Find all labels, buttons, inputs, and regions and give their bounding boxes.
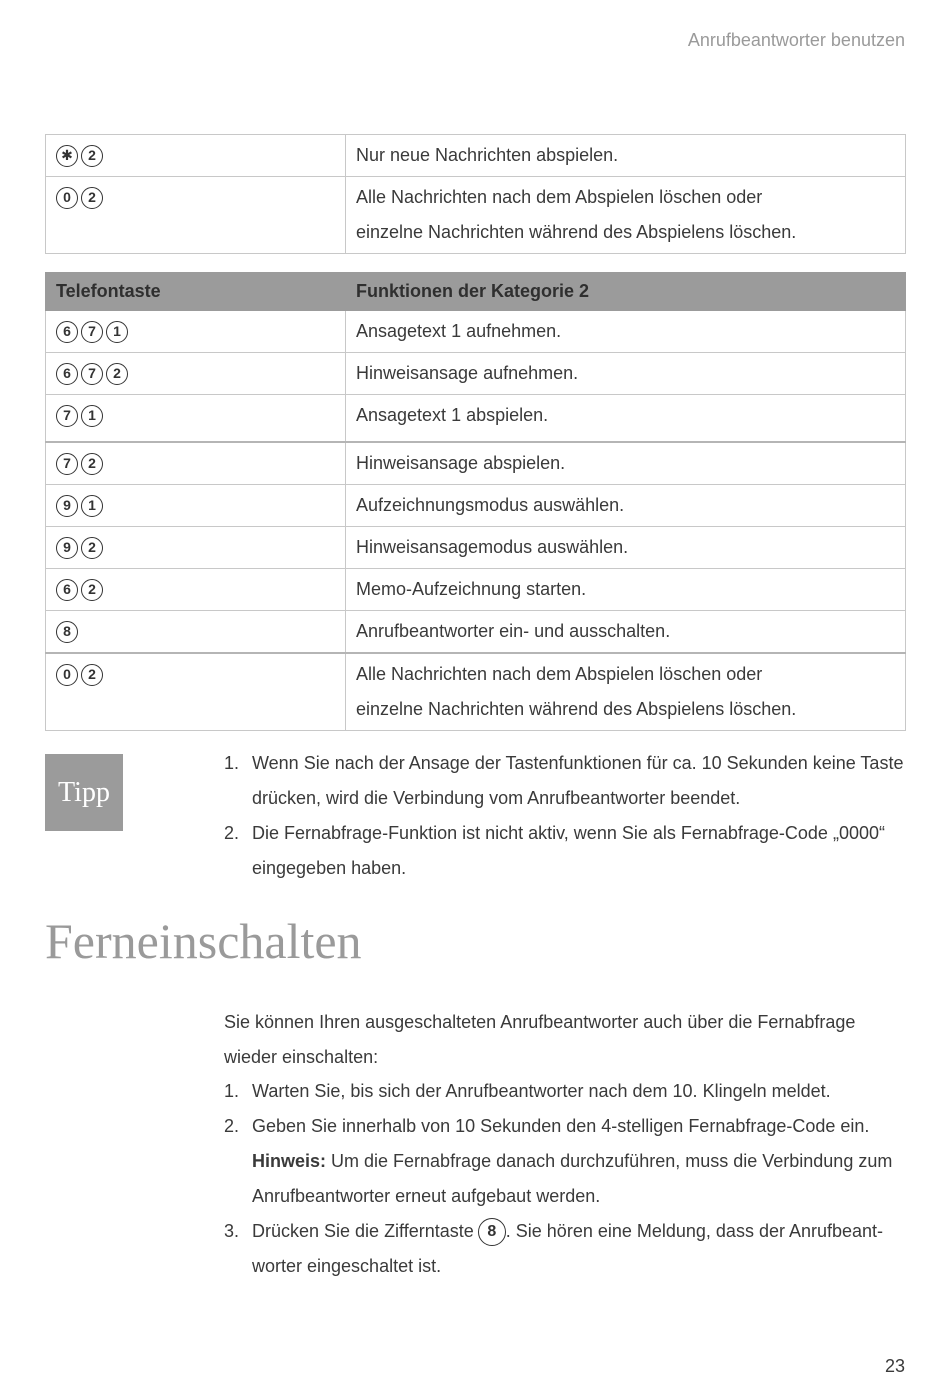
column-header-phone-key: Telefontaste [46, 273, 346, 311]
digit-key-icon: 6 [56, 579, 78, 601]
function-description: Hinweisansage aufnehmen. [346, 353, 906, 395]
list-item [224, 1214, 910, 1284]
list-item [224, 746, 910, 816]
digit-key-icon: 8 [478, 1218, 506, 1246]
function-description: Nur neue Nachrichten abspielen. [346, 135, 906, 177]
digit-key-icon: 2 [81, 664, 103, 686]
function-description: Hinweisansagemodus auswählen. [346, 527, 906, 569]
star-key-icon: ✱ [56, 145, 78, 167]
list-number: 1. [224, 1081, 240, 1101]
table-row [46, 442, 906, 485]
list-number: 2. [224, 1116, 240, 1136]
function-description [346, 177, 906, 254]
page-number: 23 [884, 1356, 905, 1376]
digit-key-icon: 1 [106, 321, 128, 343]
table-header-row [46, 273, 906, 311]
digit-key-icon: 2 [81, 187, 103, 209]
function-description: Ansagetext 1 abspielen. [346, 395, 906, 443]
table-row [46, 485, 906, 527]
digit-key-icon: 0 [56, 187, 78, 209]
digit-key-icon: 2 [81, 453, 103, 475]
intro-line: Sie können Ihren ausgeschalteten Anrufbeantworter auch über die Fernabfrage [224, 1012, 856, 1032]
list-item [224, 816, 910, 886]
table-row [46, 353, 906, 395]
digit-key-icon: 8 [56, 621, 78, 643]
description-line: Alle Nachrichten nach dem Abspielen löschen oder [356, 187, 763, 207]
list-text-line: Geben Sie innerhalb von 10 Sekunden den 4-stelligen Fernabfrage-Code ein. [252, 1116, 870, 1136]
digit-key-icon: 9 [56, 537, 78, 559]
key-combination [46, 569, 346, 611]
table-row [46, 653, 906, 731]
digit-key-icon: 9 [56, 495, 78, 517]
function-description: Anrufbeantworter ein- und ausschalten. [346, 611, 906, 654]
table-row [46, 611, 906, 654]
running-head: Anrufbeantworter benutzen [687, 30, 905, 50]
list-text-line: drücken, wird die Verbindung vom Anrufbeantworter beendet. [252, 788, 741, 808]
list-text-line: worter eingeschaltet ist. [252, 1256, 442, 1276]
function-description: Memo-Aufzeichnung starten. [346, 569, 906, 611]
digit-key-icon: 7 [56, 453, 78, 475]
key-combination [46, 442, 346, 485]
digit-key-icon: 6 [56, 363, 78, 385]
digit-key-icon: 7 [81, 363, 103, 385]
note-label: Hinweis: [252, 1151, 327, 1171]
step-text: . Sie hören eine Meldung, dass der Anrufbeant- [505, 1221, 884, 1241]
key-table-category-2 [45, 272, 906, 731]
table-row [46, 395, 906, 443]
digit-key-icon: 0 [56, 664, 78, 686]
digit-key-icon: 1 [81, 405, 103, 427]
function-description: Ansagetext 1 aufnehmen. [346, 311, 906, 353]
digit-key-icon: 7 [81, 321, 103, 343]
list-number: 1. [224, 753, 240, 773]
list-text-line: Wenn Sie nach der Ansage der Tastenfunktionen für ca. 10 Sekunden keine Taste [252, 753, 904, 773]
tip-label-box: Tipp [45, 754, 123, 831]
key-combination [46, 135, 346, 177]
table-row [46, 135, 906, 177]
intro-line: wieder einschalten: [224, 1047, 379, 1067]
key-combination [46, 485, 346, 527]
key-combination [46, 353, 346, 395]
key-table-category-1-continued [45, 134, 906, 254]
list-item [224, 1109, 910, 1214]
function-description [346, 653, 906, 731]
note-line: Anrufbeantworter erneut aufgebaut werden. [252, 1186, 601, 1206]
tip-list [224, 746, 910, 886]
list-number: 3. [224, 1221, 240, 1241]
list-number: 2. [224, 823, 240, 843]
table-row [46, 177, 906, 254]
list-text-line: eingegeben haben. [252, 858, 407, 878]
digit-key-icon: 2 [106, 363, 128, 385]
list-text-line: Warten Sie, bis sich der Anrufbeantworter nach dem 10. Klingeln meldet. [252, 1081, 831, 1101]
key-combination [46, 611, 346, 654]
table-row [46, 311, 906, 353]
digit-key-icon: 7 [56, 405, 78, 427]
list-text-line [252, 1214, 910, 1249]
note-line [252, 1144, 910, 1179]
description-line: einzelne Nachrichten während des Abspielens löschen. [356, 222, 797, 242]
key-combination [46, 527, 346, 569]
digit-key-icon: 1 [81, 495, 103, 517]
list-item [224, 1074, 910, 1109]
description-line: Alle Nachrichten nach dem Abspielen löschen oder [356, 664, 763, 684]
description-line: einzelne Nachrichten während des Abspielens löschen. [356, 699, 797, 719]
function-description: Aufzeichnungsmodus auswählen. [346, 485, 906, 527]
key-combination [46, 177, 346, 254]
note-text: Um die Fernabfrage danach durchzuführen, muss die Verbindung zum [326, 1151, 893, 1171]
digit-key-icon: 6 [56, 321, 78, 343]
step-text: Drücken Sie die Zifferntaste [252, 1221, 474, 1241]
list-text-line: Die Fernabfrage-Funktion ist nicht aktiv, wenn Sie als Fernabfrage-Code „0000“ [252, 823, 885, 843]
column-header-functions: Funktionen der Kategorie 2 [346, 273, 906, 311]
table-row [46, 569, 906, 611]
key-combination [46, 311, 346, 353]
table-row [46, 527, 906, 569]
key-combination [46, 653, 346, 731]
function-description: Hinweisansage abspielen. [346, 442, 906, 485]
section-title: Ferneinschalten [45, 913, 362, 969]
steps-list [224, 1074, 910, 1284]
digit-key-icon: 2 [81, 579, 103, 601]
digit-key-icon: 2 [81, 145, 103, 167]
key-combination [46, 395, 346, 443]
section-intro [224, 1005, 904, 1075]
digit-key-icon: 2 [81, 537, 103, 559]
